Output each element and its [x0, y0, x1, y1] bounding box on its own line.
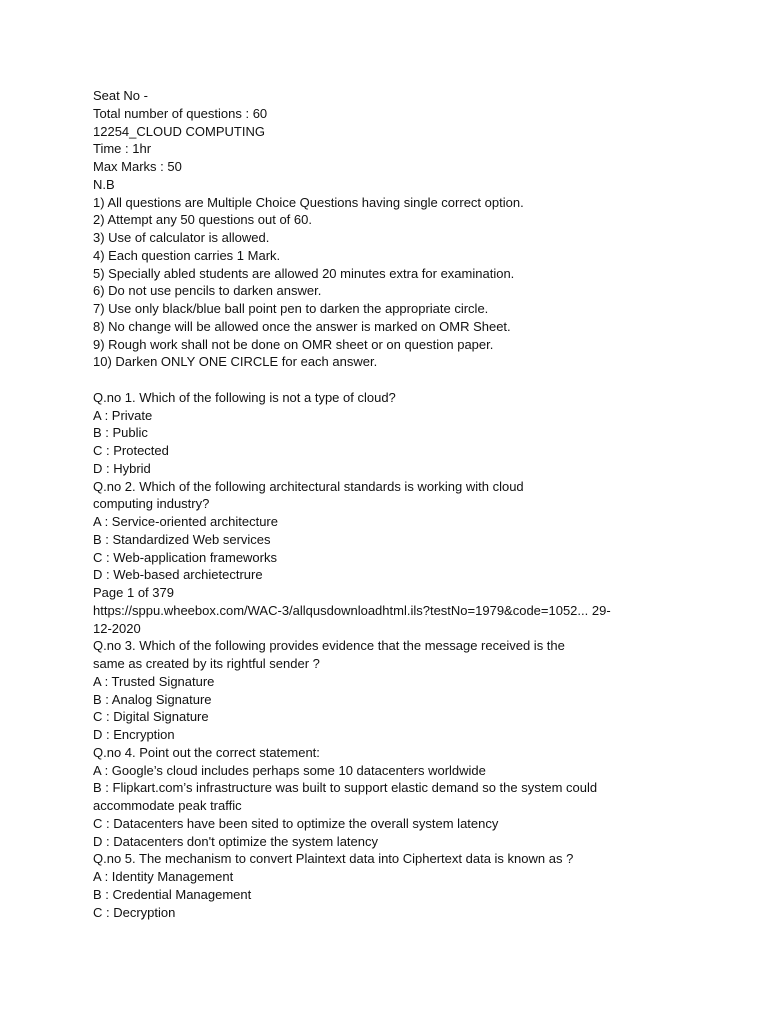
instruction-item: 5) Specially abled students are allowed 20 minutes extra for examination. [93, 265, 515, 281]
option-b: B : Standardized Web services [93, 531, 271, 547]
question-5 [93, 850, 693, 921]
question-text-continued: computing industry? [93, 496, 210, 512]
nb-label: N.B [93, 176, 115, 192]
option-b: B : Flipkart.com’s infrastructure was built to support elastic demand so the system could [93, 780, 598, 796]
option-d: D : Web-based archietectrure [93, 567, 263, 583]
instruction-item: 9) Rough work shall not be done on OMR sheet or on question paper. [93, 336, 494, 352]
total-questions: Total number of questions : 60 [93, 105, 268, 121]
spacer [93, 371, 693, 389]
seat-number: Seat No - [93, 88, 148, 103]
question-2 [93, 478, 693, 585]
option-b: B : Credential Management [93, 886, 252, 902]
max-marks: Max Marks : 50 [93, 159, 182, 174]
exam-document [93, 87, 693, 921]
instruction-item: 7) Use only black/blue ball point pen to darken the appropriate circle. [93, 301, 489, 316]
option-c: C : Protected [93, 443, 169, 458]
option-b-continued: accommodate peak traffic [93, 798, 242, 813]
instructions-list [93, 194, 693, 372]
instruction-item: 4) Each question carries 1 Mark. [93, 247, 281, 263]
question-1 [93, 389, 693, 478]
question-text-continued: same as created by its rightful sender ? [93, 656, 320, 671]
print-date: 12-2020 [93, 620, 141, 636]
instruction-item: 1) All questions are Multiple Choice Questions having single correct option. [93, 194, 524, 210]
option-c: C : Digital Signature [93, 709, 209, 725]
question-text: Q.no 5. The mechanism to convert Plaintext data into Ciphertext data is known as ? [93, 851, 574, 867]
question-4 [93, 744, 693, 851]
instruction-item: 6) Do not use pencils to darken answer. [93, 283, 322, 299]
option-b: B : Analog Signature [93, 691, 212, 707]
option-c: C : Web-application frameworks [93, 549, 277, 565]
option-a: A : Google’s cloud includes perhaps some 10 datacenters worldwide [93, 762, 486, 778]
option-c: C : Datacenters have been sited to optimize the overall system latency [93, 815, 499, 831]
option-a: A : Service-oriented architecture [93, 514, 278, 529]
question-text: Q.no 2. Which of the following architectural standards is working with cloud [93, 478, 524, 494]
question-text: Q.no 3. Which of the following provides evidence that the message received is the [93, 638, 565, 654]
question-text: Q.no 4. Point out the correct statement: [93, 744, 320, 760]
instruction-item: 3) Use of calculator is allowed. [93, 230, 270, 245]
option-a: A : Private [93, 407, 153, 423]
option-a: A : Identity Management [93, 869, 234, 884]
page-footer [93, 584, 693, 637]
option-b: B : Public [93, 425, 148, 441]
instruction-item: 8) No change will be allowed once the answer is marked on OMR Sheet. [93, 318, 511, 334]
subject-title: 12254_CLOUD COMPUTING [93, 123, 265, 139]
question-text: Q.no 1. Which of the following is not a type of cloud? [93, 389, 396, 405]
instruction-item: 2) Attempt any 50 questions out of 60. [93, 212, 312, 228]
option-c: C : Decryption [93, 904, 176, 920]
option-a: A : Trusted Signature [93, 673, 215, 689]
option-d: D : Encryption [93, 727, 175, 742]
source-url: https://sppu.wheebox.com/WAC-3/allqusdownloadhtml.ils?testNo=1979&code=1052... 29- [93, 602, 611, 618]
exam-time: Time : 1hr [93, 141, 152, 157]
question-3 [93, 637, 693, 744]
instruction-item: 10) Darken ONLY ONE CIRCLE for each answer. [93, 354, 378, 370]
page-number: Page 1 of 379 [93, 585, 174, 600]
option-d: D : Hybrid [93, 460, 151, 476]
option-d: D : Datacenters don't optimize the system latency [93, 833, 378, 849]
